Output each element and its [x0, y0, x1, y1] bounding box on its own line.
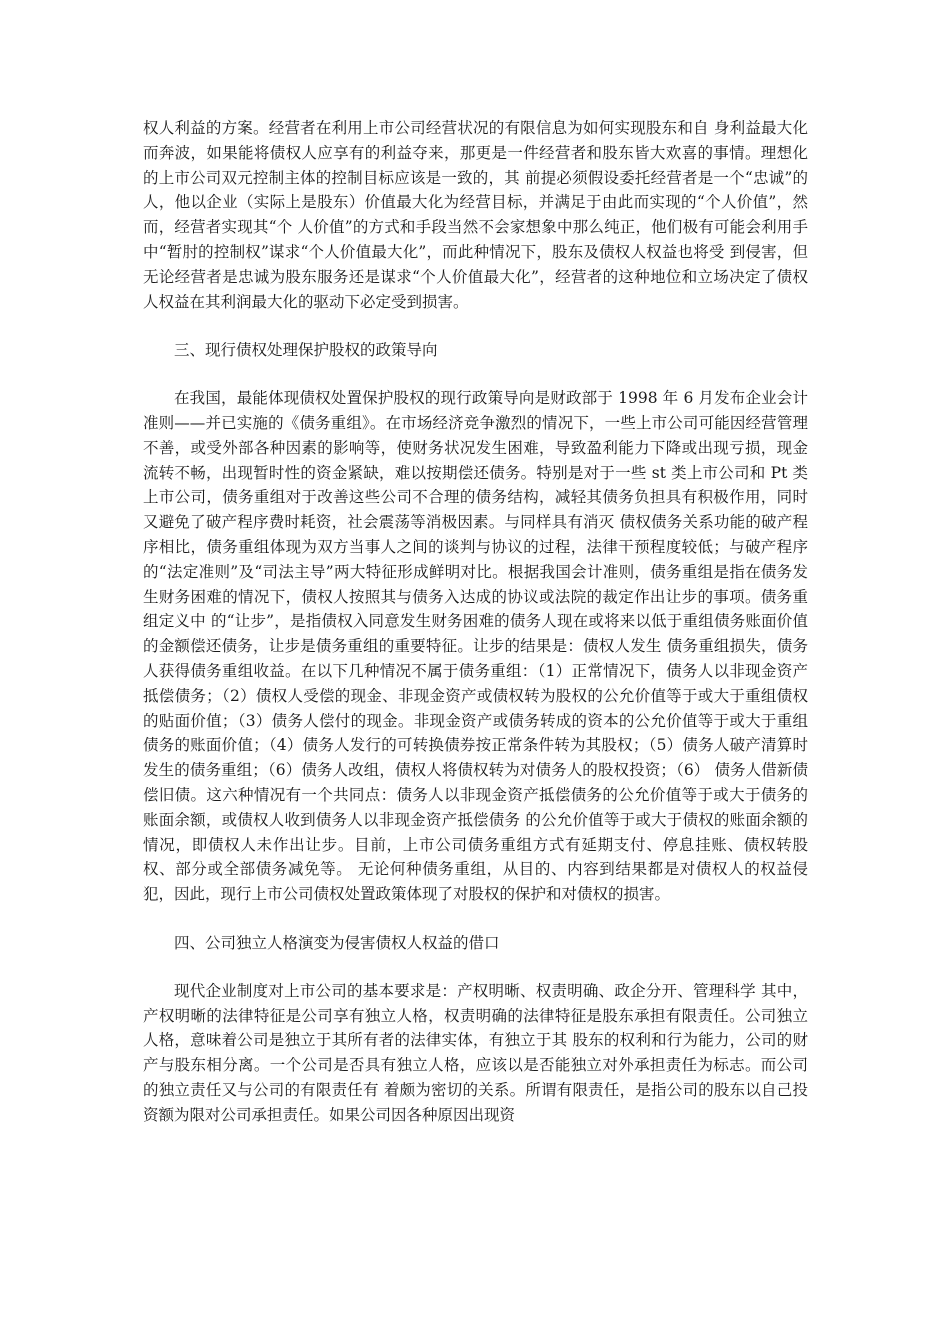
- paragraph-3: 现代企业制度对上市公司的基本要求是：产权明晰、权责明确、政企分开、管理科学 其中，产权明晰的法律特征是公司享有独立人格，权责明确的法律特征是股东承担有限责任。公司独立人格，意味着公司是独立于其所有者的法律实体，有独立于其 股东的权利和行为能力，公司的财产与股东相分离。一个公司是否具有独立人格，应该以是否能独立对外承担责任为标志。而公司的独立责任又与公司的有限责任有 着颇为密切的关系。所谓有限责任，是指公司的股东以自己投资额为限对公司承担责任。如果公司因各种原因出现资: [143, 981, 808, 1124]
- section-heading-3: 三、现行债权处理保护股权的政策导向: [174, 341, 438, 360]
- section-heading-4: 四、公司独立人格演变为侵害债权人权益的借口: [174, 933, 500, 952]
- document-page: [143, 116, 808, 1127]
- paragraph-1: 权人利益的方案。经营者在利用上市公司经营状况的有限信息为如何实现股东和自 身利益最大化而奔波，如果能将债权人应享有的利益夺来，那更是一件经营者和股东皆大欢喜的事情。理想化的上市公司双元控制主体的控制目标应该是一致的，其 前提必须假设委托经营者是一个“忠诚”的人，他以企业（实际上是股东）价值最大化为经营目标，并满足于由此而实现的“个人价值”，然而，经营者实现其“个 人价值”的方式和手段当然不会家想象中那么纯正，他们极有可能会利用手中“暂肘的控制权”谋求“个人价值最大化”，而此种情况下，股东及债权人权益也将受 到侵害，但无论经营者是忠诚为股东服务还是谋求“个人价值最大化”，经营者的这种地位和立场决定了债权人权益在其利润最大化的驱动下必定受到损害。: [143, 119, 808, 311]
- paragraph-2: 在我国，最能体现债权处置保护股权的现行政策导向是财政部于 1998 年 6 月发布企业会计准则——并已实施的《债务重组》。在市场经济竞争激烈的情况下，一些上市公司可能因经营管理不善，或受外部各种因素的影响等，使财务状况发生困难，导致盈利能力下降或出现亏损，现金流转不畅，出现暂时性的资金紧缺，难以按期偿还债务。特别是对于一些 st 类上市公司和 Pt 类 上市公司，债务重组对于改善这些公司不合理的债务结构，减轻其债务负担具有积极作用，同时又避免了破产程序费时耗资，社会震荡等消极因素。与同样具有消灭 债权债务关系功能的破产程序相比，债务重组体现为双方当事人之间的谈判与协议的过程，法律干预程度较低；与破产程序的“法定准则”及“司法主导”两大特征形成鲜明对比。根据我国会计准则，债务重组是指在债务发生财务困难的情况下，债权人按照其与债务入达成的协议或法院的裁定作出让步的事项。债务重组定义中 的“让步”，是指债权入同意发生财务困难的债务人现在或将来以低于重组债务账面价值的金额偿还债务，让步是债务重组的重要特征。让步的结果是：债权人发生 债务重组损失，债务人获得债务重组收益。在以下几种情况不属于债务重组：（1）正常情况下，债务人以非现金资产抵偿债务；（2）债权人受偿的现金、非现金资产或债权转为股权的公允价值等于或大于重组债权的贴面价值；（3）债务人偿付的现金。非现金资产或债务转成的资本的公允价值等于或大于重组债务的账面价值；（4）债务人发行的可转换债券按正常条件转为其股权；（5）债务人破产清算时发生的债务重组；（6）债务人改组，债权人将债权转为对债务人的股权投资；（6） 债务人借新债偿旧债。这六种情况有一个共同点：债务人以非现金资产抵偿债务的公允价值等于或大于债务的账面余额，或债权人收到债务人以非现金资产抵偿债务 的公允价值等于或大于债权的账面余额的情况，即债权人未作出让步。目前，上市公司债务重组方式有延期支付、停息挂账、债权转股权、部分或全部债务减免等。 无论何种债务重组，从目的、内容到结果都是对债权人的权益侵犯，因此，现行上市公司债权处置政策体现了对股权的保护和对债权的损害。: [143, 389, 808, 904]
